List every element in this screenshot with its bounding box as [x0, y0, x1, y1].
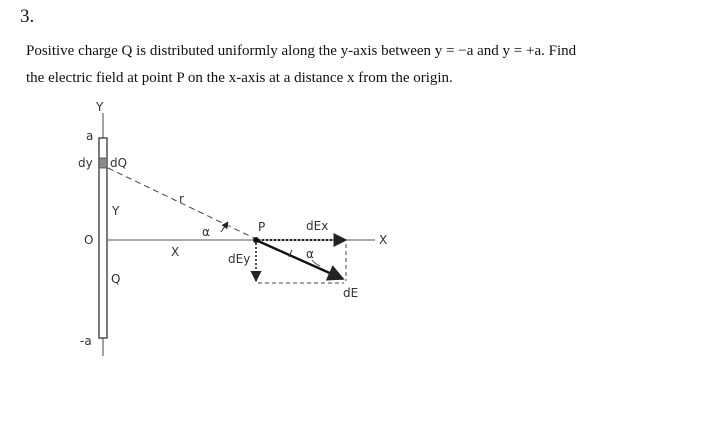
- problem-line-2: the electric field at point P on the x-axis at a distance x from the origin.: [26, 70, 453, 86]
- label-dEy: dEy: [228, 252, 251, 266]
- label-a-top: a: [86, 129, 94, 143]
- label-dE: dE: [343, 286, 359, 300]
- label-dy: dy: [78, 156, 93, 170]
- label-origin: O: [84, 233, 94, 247]
- label-P: P: [258, 220, 266, 234]
- label-axis-y: Y: [96, 100, 104, 114]
- label-dQ: dQ: [110, 156, 128, 170]
- alpha-top-arrow: [221, 222, 228, 232]
- label-Q: Q: [111, 272, 121, 286]
- label-x: X: [171, 245, 180, 259]
- label-a-bottom: -a: [80, 334, 92, 348]
- label-y: Y: [112, 204, 120, 218]
- label-alpha-bottom: α: [306, 247, 314, 261]
- charge-element: [99, 158, 107, 168]
- problem-line-1: Positive charge Q is distributed uniformly along the y-axis between y = −a and y = +a. Find: [26, 43, 577, 59]
- label-axis-x: X: [379, 233, 388, 247]
- dE-arrow: [258, 241, 343, 279]
- label-r: r: [179, 192, 184, 206]
- label-alpha-top: α: [202, 225, 210, 239]
- question-number: 3.: [20, 6, 35, 27]
- label-dEx: dEx: [306, 219, 329, 233]
